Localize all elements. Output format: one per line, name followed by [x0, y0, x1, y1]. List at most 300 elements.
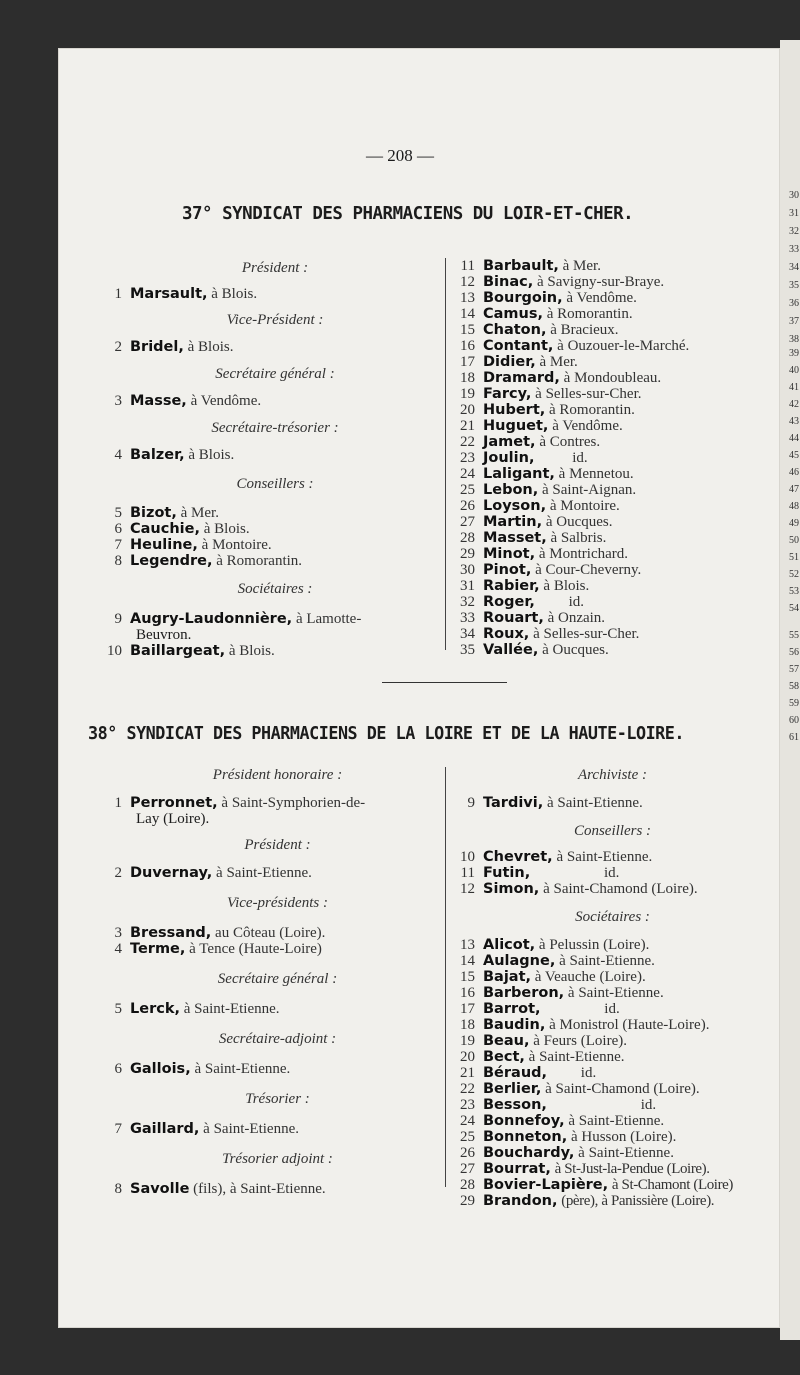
margin-number: 47 [789, 484, 799, 495]
list-item [455, 1033, 770, 1049]
entry-name: Huguet, [483, 418, 549, 434]
entry-name: Perronnet, [130, 795, 218, 811]
entry-number: 35 [460, 642, 475, 658]
entry-name: Bourrat, [483, 1161, 551, 1177]
margin-number: 37 [789, 316, 799, 327]
list-item [110, 447, 440, 463]
entry-place: à Vendôme. [552, 418, 623, 434]
entry-number: 29 [460, 1193, 475, 1209]
entry-name: Barrot, [483, 1001, 541, 1017]
list-item [455, 1017, 770, 1033]
entry-name: Bouchardy, [483, 1145, 575, 1161]
margin-number: 54 [789, 603, 799, 614]
entry-name: Chaton, [483, 322, 547, 338]
entry-number: 17 [460, 354, 475, 370]
entry-place: à Mennetou. [558, 466, 634, 482]
list-item [455, 386, 755, 402]
margin-number: 39 [789, 348, 799, 359]
margin-number: 46 [789, 467, 799, 478]
entry-number: 13 [460, 937, 475, 953]
list-item [455, 795, 770, 811]
entry-name: Camus, [483, 306, 543, 322]
entry-name: Bourgoin, [483, 290, 563, 306]
entry-number: 9 [114, 611, 122, 627]
entry-number: 19 [460, 1033, 475, 1049]
entry-name: Lebon, [483, 482, 539, 498]
entry-name: Jamet, [483, 434, 536, 450]
entry-name: Béraud, [483, 1065, 548, 1081]
list-item [455, 306, 755, 322]
entry-name: Berlier, [483, 1081, 542, 1097]
list-item [455, 953, 770, 969]
entry-number: 15 [460, 322, 475, 338]
entry-name: Gallois, [130, 1061, 191, 1077]
entry-name: Joulin, [483, 450, 535, 466]
entry-name: Farcy, [483, 386, 532, 402]
list-item [455, 370, 755, 386]
entry-number: 22 [460, 1081, 475, 1097]
margin-number: 50 [789, 535, 799, 546]
entry-place: à Montrichard. [538, 546, 629, 562]
entry-number: 32 [460, 594, 475, 610]
entry-name: Lerck, [130, 1001, 180, 1017]
entry-number: 27 [460, 514, 475, 530]
entry-place: à Veauche (Loire). [534, 969, 646, 985]
entry-place: à Selles-sur-Cher. [533, 626, 640, 642]
list-item [110, 941, 445, 957]
entry-place: à Mondoubleau. [563, 370, 662, 386]
entry-place: à Vendôme. [190, 393, 262, 409]
entry-name: Terme, [130, 941, 186, 957]
list-item [110, 795, 445, 811]
entry-number: 25 [460, 1129, 475, 1145]
section-title-38: 38° SYNDICAT DES PHARMACIENS DE LA LOIRE ET DE LA HAUTE-LOIRE. [88, 723, 685, 744]
entry-number: 24 [460, 466, 475, 482]
margin-number: 36 [789, 298, 799, 309]
entry-name: Cauchie, [130, 521, 200, 537]
entry-number: 7 [114, 1121, 122, 1137]
list-item [455, 466, 755, 482]
margin-number: 40 [789, 365, 799, 376]
list-item [455, 562, 755, 578]
margin-number: 60 [789, 715, 799, 726]
entry-name: Gaillard, [130, 1121, 200, 1137]
margin-number: 49 [789, 518, 799, 529]
entry-place: à Blois. [203, 521, 250, 537]
list-item [110, 865, 445, 881]
entry-number: 16 [460, 985, 475, 1001]
entry-number: 10 [460, 849, 475, 865]
entry-number: 14 [460, 953, 475, 969]
entry-place: au Côteau (Loire). [215, 925, 326, 941]
entry-name: Bect, [483, 1049, 525, 1065]
entry-number: 12 [460, 881, 475, 897]
entry-name: Marsault, [130, 286, 208, 302]
margin-number: 32 [789, 226, 799, 237]
entry-place: à Contres. [539, 434, 601, 450]
entry-number: 21 [460, 1065, 475, 1081]
section-38-left-column [110, 767, 445, 1197]
entry-place: à Husson (Loire). [570, 1129, 677, 1145]
role-heading: Trésorier adjoint : [222, 1151, 333, 1167]
list-item [455, 1113, 770, 1129]
list-item [110, 286, 440, 302]
entry-number: 23 [460, 450, 475, 466]
role-heading: Secrétaire général : [217, 971, 338, 987]
list-item [110, 1121, 445, 1137]
margin-number: 48 [789, 501, 799, 512]
margin-number: 35 [789, 280, 799, 291]
entry-number: 12 [460, 274, 475, 290]
list-item [455, 514, 755, 530]
entry-place: à Saint-Symphorien-de- [221, 795, 366, 811]
entry-name: Balzer, [130, 447, 185, 463]
entry-place: à Saint-Etienne. [547, 795, 643, 811]
margin-number: 31 [789, 208, 799, 219]
entry-place: à St-Chamont (Loire) [611, 1177, 734, 1193]
list-item [110, 339, 440, 355]
list-item [455, 258, 755, 274]
role-heading: Secrétaire-trésorier : [211, 420, 339, 436]
entry-name: Laligant, [483, 466, 555, 482]
entry-number: 33 [460, 610, 475, 626]
entry-name: Aulagne, [483, 953, 556, 969]
entry-number: 2 [114, 339, 122, 355]
entry-name: Bridel, [130, 339, 184, 355]
list-item [455, 642, 755, 658]
entry-name: Duvernay, [130, 865, 213, 881]
entry-name: Simon, [483, 881, 540, 897]
entry-name: Vallée, [483, 642, 539, 658]
list-item [455, 1065, 770, 1081]
role-heading: Sociétaires : [237, 581, 313, 597]
entry-name: Baudin, [483, 1017, 546, 1033]
role-heading: Archiviste : [577, 767, 647, 783]
entry-number: 28 [460, 530, 475, 546]
entry-place: à Onzain. [547, 610, 606, 626]
entry-name: Futin, [483, 865, 531, 881]
entry-number: 11 [460, 258, 475, 274]
page-number: — 208 — [366, 146, 434, 165]
entry-name: Bonneton, [483, 1129, 568, 1145]
entry-place: à Salbris. [550, 530, 607, 546]
list-item [110, 393, 440, 409]
entry-number: 21 [460, 418, 475, 434]
list-item [102, 643, 440, 659]
list-item [455, 418, 755, 434]
role-heading: Conseillers : [236, 476, 314, 492]
entry-place: à Saint-Chamond (Loire). [543, 881, 698, 897]
list-item [455, 1049, 770, 1065]
entry-number: 1 [114, 286, 122, 302]
entry-place: à Romorantin. [549, 402, 635, 418]
entry-place: à Tence (Haute-Loire) [189, 941, 322, 957]
margin-number: 59 [789, 698, 799, 709]
entry-place: à Saint-Etienne. [183, 1001, 280, 1017]
entry-place: à Blois. [211, 286, 258, 302]
entry-place: à Ouzouer-le-Marché. [557, 338, 690, 354]
margin-number: 57 [789, 664, 799, 675]
list-item [455, 881, 770, 897]
entry-number: 20 [460, 402, 475, 418]
list-item [455, 1001, 770, 1017]
role-heading: Secrétaire-adjoint : [218, 1031, 337, 1047]
entry-name: Heuline, [130, 537, 198, 553]
entry-place: à Saint-Etienne. [578, 1145, 674, 1161]
entry-name: Roger, [483, 594, 535, 610]
entry-place: à Cour-Cheverny. [535, 562, 642, 578]
entry-number: 17 [460, 1001, 475, 1017]
entry-place: à Romorantin. [216, 553, 303, 569]
column-divider [445, 258, 446, 650]
margin-number: 33 [789, 244, 799, 255]
entry-name: Loyson, [483, 498, 547, 514]
entry-place: à Saint-Etienne. [203, 1121, 299, 1137]
entry-place: à Blois. [187, 339, 234, 355]
list-item-continuation: Beuvron. [136, 627, 192, 643]
entry-place: à Saint-Etienne. [568, 1113, 665, 1129]
entry-name: Bressand, [130, 925, 212, 941]
list-item [455, 402, 755, 418]
entry-number: 11 [460, 865, 475, 881]
entry-name: Roux, [483, 626, 530, 642]
entry-number: 10 [107, 643, 122, 659]
entry-number: 4 [114, 941, 122, 957]
role-heading: Président : [244, 837, 311, 853]
entry-name: Minot, [483, 546, 536, 562]
entry-name: Besson, [483, 1097, 547, 1113]
margin-number: 41 [789, 382, 799, 393]
entry-number: 13 [460, 290, 475, 306]
entry-name: Brandon, [483, 1193, 558, 1209]
entry-place: à Blois. [188, 447, 235, 463]
entry-place: à Saint-Aignan. [542, 482, 637, 498]
entry-place: à Saint-Etienne. [556, 849, 653, 865]
role-heading: Vice-présidents : [227, 895, 328, 911]
entry-number: 3 [114, 925, 122, 941]
list-item [455, 1177, 770, 1193]
entry-number: 16 [460, 338, 475, 354]
column-divider [445, 767, 446, 1187]
entry-name: Martin, [483, 514, 543, 530]
entry-number: 27 [460, 1161, 475, 1177]
list-item [455, 849, 770, 865]
entry-number: 4 [114, 447, 122, 463]
entry-name: Barbault, [483, 258, 559, 274]
list-item [110, 1181, 445, 1197]
section-37-left-column [107, 260, 440, 659]
entry-name: Masse, [130, 393, 187, 409]
entry-name: Rabier, [483, 578, 540, 594]
list-item [455, 1145, 770, 1161]
entry-name: Barberon, [483, 985, 565, 1001]
section-separator [382, 682, 507, 683]
entry-place: à Saint-Etienne. [559, 953, 655, 969]
entry-number: 26 [460, 498, 475, 514]
role-heading: Trésorier : [245, 1091, 310, 1107]
adjacent-page-edge [780, 40, 800, 1340]
entry-place: à Selles-sur-Cher. [535, 386, 642, 402]
entry-place: (fils), à Saint-Etienne. [193, 1181, 326, 1197]
section-38-right-column [455, 767, 770, 1209]
entry-number: 5 [114, 1001, 122, 1017]
margin-number: 34 [789, 262, 799, 273]
entry-name: Alicot, [483, 937, 536, 953]
entry-place: à Saint-Etienne. [194, 1061, 291, 1077]
entry-number: 5 [114, 505, 122, 521]
entry-number: 8 [114, 553, 122, 569]
list-item [110, 553, 440, 569]
entry-name: Bovier-Lapière, [483, 1177, 609, 1193]
entry-place: à Vendôme. [566, 290, 637, 306]
entry-number: 7 [114, 537, 122, 553]
list-item [455, 1097, 770, 1113]
entry-place: id. [580, 1065, 597, 1081]
entry-place: à Pelussin (Loire). [538, 937, 650, 953]
list-item [455, 274, 755, 290]
entry-number: 1 [114, 795, 122, 811]
entry-name: Pinot, [483, 562, 532, 578]
list-item [455, 530, 755, 546]
entry-name: Baillargeat, [130, 643, 226, 659]
entry-name: Chevret, [483, 849, 553, 865]
entry-number: 23 [460, 1097, 475, 1113]
entry-number: 22 [460, 434, 475, 450]
entry-place: à Saint-Chamond (Loire). [545, 1081, 700, 1097]
margin-number: 56 [789, 647, 799, 658]
margin-number: 30 [789, 190, 799, 201]
entry-place: à Savigny-sur-Braye. [536, 274, 665, 290]
list-item [110, 611, 440, 627]
entry-name: Masset, [483, 530, 547, 546]
role-heading: Président honoraire : [212, 767, 343, 783]
list-item [455, 1129, 770, 1145]
list-item [455, 937, 770, 953]
entry-number: 24 [460, 1113, 475, 1129]
entry-place: à Bracieux. [550, 322, 619, 338]
list-item [455, 482, 755, 498]
margin-number: 58 [789, 681, 799, 692]
entry-number: 20 [460, 1049, 475, 1065]
entry-name: Didier, [483, 354, 536, 370]
list-item [110, 537, 440, 553]
list-item [455, 578, 755, 594]
entry-place: id. [604, 865, 620, 881]
entry-name: Beau, [483, 1033, 530, 1049]
entry-number: 30 [460, 562, 475, 578]
entry-number: 6 [114, 521, 122, 537]
entry-place: à Feurs (Loire). [533, 1033, 627, 1049]
margin-number: 51 [789, 552, 799, 563]
list-item [110, 505, 440, 521]
list-item [455, 1081, 770, 1097]
list-item [110, 1061, 445, 1077]
list-item [455, 338, 755, 354]
entry-number: 6 [114, 1061, 122, 1077]
entry-name: Tardivi, [483, 795, 544, 811]
role-heading: Secrétaire général : [215, 366, 335, 382]
entry-number: 29 [460, 546, 475, 562]
role-heading: Sociétaires : [575, 909, 650, 925]
entry-place: id. [640, 1097, 657, 1113]
entry-place: à Saint-Etienne. [567, 985, 664, 1001]
entry-place: à Saint-Etienne. [528, 1049, 625, 1065]
role-heading: Conseillers : [573, 823, 652, 839]
list-item [455, 498, 755, 514]
list-item [455, 354, 755, 370]
entry-number: 34 [460, 626, 475, 642]
entry-place: à St-Just-la-Pendue (Loire). [554, 1161, 710, 1177]
section-37-right-column [455, 258, 755, 658]
margin-number: 45 [789, 450, 799, 461]
list-item [455, 594, 755, 610]
list-item [455, 610, 755, 626]
entry-number: 15 [460, 969, 475, 985]
entry-name: Rouart, [483, 610, 544, 626]
entry-place: à Monistrol (Haute-Loire). [549, 1017, 710, 1033]
entry-name: Bizot, [130, 505, 177, 521]
margin-number: 44 [789, 433, 799, 444]
list-item [110, 521, 440, 537]
entry-place: id. [572, 450, 588, 466]
entry-number: 31 [460, 578, 475, 594]
margin-number: 52 [789, 569, 799, 580]
entry-name: Savolle [130, 1181, 190, 1197]
entry-place: à Mer. [180, 505, 219, 521]
margin-number: 55 [789, 630, 799, 641]
list-item [455, 985, 770, 1001]
section-title-37: 37° SYNDICAT DES PHARMACIENS DU LOIR-ET-CHER. [182, 203, 634, 224]
entry-name: Binac, [483, 274, 534, 290]
entry-name: Dramard, [483, 370, 560, 386]
entry-number: 18 [460, 370, 475, 386]
list-item [455, 626, 755, 642]
list-item [455, 1193, 770, 1209]
entry-place: id. [604, 1001, 620, 1017]
entry-place: à Montoire. [201, 537, 272, 553]
entry-place: à Saint-Etienne. [216, 865, 312, 881]
entry-name: Hubert, [483, 402, 546, 418]
entry-place: à Blois. [228, 643, 275, 659]
entry-name: Augry-Laudonnière, [130, 611, 293, 627]
entry-number: 25 [460, 482, 475, 498]
list-item [455, 322, 755, 338]
entry-place: à Montoire. [549, 498, 620, 514]
entry-number: 28 [460, 1177, 475, 1193]
list-item-continuation: Lay (Loire). [136, 811, 210, 827]
list-item [455, 290, 755, 306]
entry-number: 8 [114, 1181, 122, 1197]
entry-place: à Oucques. [542, 642, 609, 658]
margin-number: 61 [789, 732, 799, 743]
entry-name: Bonnefoy, [483, 1113, 565, 1129]
list-item [455, 865, 770, 881]
entry-number: 18 [460, 1017, 475, 1033]
list-item [455, 450, 755, 466]
list-item [455, 546, 755, 562]
entry-place: à Mer. [562, 258, 601, 274]
entry-place: à Oucques. [545, 514, 613, 530]
entry-place: à Romorantin. [546, 306, 633, 322]
entry-name: Legendre, [130, 553, 213, 569]
entry-name: Contant, [483, 338, 554, 354]
entry-place: (père), à Panissière (Loire). [561, 1193, 715, 1209]
entry-place: à Blois. [543, 578, 590, 594]
entry-number: 9 [467, 795, 475, 811]
margin-number: 42 [789, 399, 799, 410]
entry-number: 19 [460, 386, 475, 402]
margin-number: 53 [789, 586, 799, 597]
